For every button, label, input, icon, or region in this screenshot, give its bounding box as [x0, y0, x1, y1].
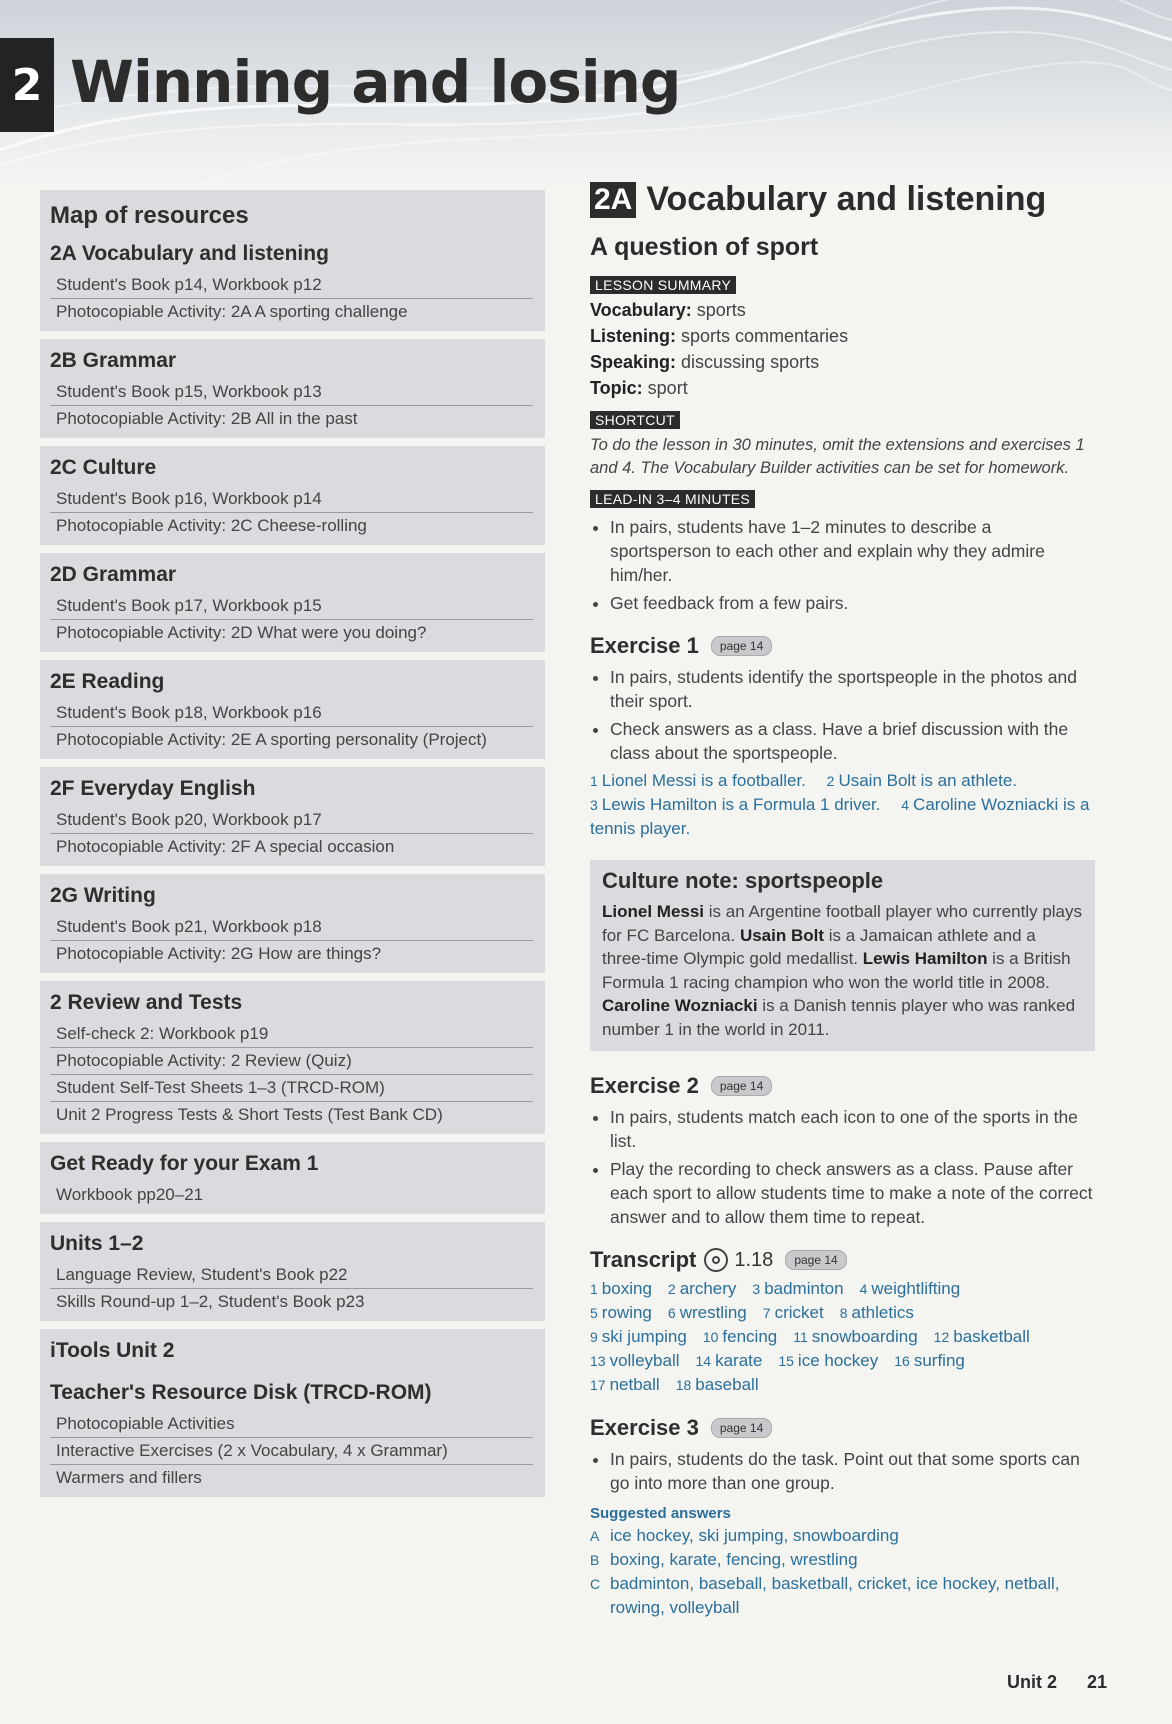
culture-note	[590, 860, 1095, 1051]
resource-line: Photocopiable Activity: 2D What were you doing?	[56, 623, 427, 642]
summary-label: Listening:	[590, 326, 676, 346]
culture-note-text	[602, 900, 1083, 1041]
transcript-number: 12	[933, 1329, 950, 1345]
transcript-row	[590, 1325, 1095, 1349]
transcript-sport: surfing	[913, 1351, 965, 1370]
summary-value: discussing sports	[681, 352, 820, 372]
resource-line: Photocopiable Activities	[50, 1411, 533, 1438]
resource-line: Workbook pp20–21	[56, 1185, 204, 1204]
exercise-1-list	[590, 665, 1095, 765]
resource-line: Skills Round-up 1–2, Student's Book p23	[56, 1292, 365, 1311]
list-item: • In pairs, students match each icon to one of the sports in the list.	[610, 1105, 1095, 1153]
page-badge: page 14	[711, 1418, 772, 1438]
transcript-sport: rowing	[601, 1303, 652, 1322]
answer-text: Caroline Wozniacki is a tennis player.	[590, 795, 1090, 838]
resource-line: Photocopiable Activity: 2A A sporting challenge	[56, 302, 408, 321]
section-title: 2F Everyday English	[50, 777, 256, 800]
exercise-title: Exercise 2	[590, 1073, 699, 1098]
transcript-number: 11	[793, 1329, 808, 1345]
transcript-sport: weightlifting	[871, 1279, 961, 1298]
transcript-number: 7	[762, 1305, 771, 1321]
lesson-summary	[590, 300, 1095, 399]
resource-line: Student's Book p16, Workbook p14	[50, 486, 533, 513]
resource-line: Language Review, Student's Book p22	[50, 1262, 533, 1289]
transcript-sport: athletics	[851, 1303, 914, 1322]
suggested-answer	[590, 1548, 1095, 1572]
answer-number: 2	[826, 773, 835, 789]
map-box-2c	[40, 446, 545, 545]
suggested-answer	[590, 1572, 1095, 1619]
transcript-sport: fencing	[722, 1327, 778, 1346]
map-box-2b	[40, 339, 545, 438]
answer-number: 4	[901, 797, 910, 813]
transcript-heading	[590, 1247, 1095, 1273]
section-title: 2E Reading	[50, 670, 165, 693]
transcript-number: 15	[778, 1353, 794, 1369]
shortcut-tag: SHORTCUT	[590, 411, 680, 429]
summary-value: sports	[696, 300, 746, 320]
name-bold: Usain Bolt	[739, 925, 825, 945]
summary-value: sport	[647, 378, 688, 398]
transcript-number: 6	[667, 1305, 676, 1321]
resource-line: Interactive Exercises (2 x Vocabulary, 4 x Grammar)	[50, 1438, 533, 1465]
resource-line: Student's Book p15, Workbook p13	[50, 379, 533, 406]
lesson-title: Vocabulary and listening	[646, 180, 1047, 218]
section-title: 2C Culture	[50, 456, 157, 479]
map-of-resources	[40, 190, 545, 1505]
list-item: • Get feedback from a few pairs.	[610, 591, 1095, 615]
transcript-number: 1	[590, 1281, 598, 1297]
page-footer	[1007, 1672, 1107, 1693]
transcript-number: 10	[702, 1329, 719, 1345]
note-sentence: is a Danish tennis player who was ranked number 1 in the world in 2011.	[602, 996, 1076, 1039]
transcript-number: 8	[839, 1305, 848, 1321]
transcript-title: Transcript	[590, 1247, 697, 1272]
summary-row	[590, 352, 1095, 373]
note-sentence: is a Jamaican athlete and a three-time Olympic gold medallist.	[602, 925, 1036, 968]
answer-text: Lewis Hamilton is a Formula 1 driver.	[601, 795, 881, 814]
exercise-1-heading	[590, 633, 1095, 659]
transcript-number: 18	[675, 1377, 692, 1393]
name-bold: Caroline Wozniacki	[602, 996, 758, 1015]
transcript-sport: basketball	[953, 1327, 1030, 1346]
answer-letter: B	[590, 1552, 600, 1568]
suggested-answer	[590, 1524, 1095, 1548]
list-item: • Play the recording to check answers as a class. Pause after each sport to allow students time to make a note of the correct answer and to allow them time to repeat.	[610, 1157, 1095, 1229]
transcript-number: 13	[590, 1353, 606, 1369]
resource-line: Photocopiable Activity: 2G How are things?	[56, 944, 382, 963]
resource-line: Photocopiable Activity: 2 Review (Quiz)	[50, 1048, 533, 1075]
map-box-itools	[40, 1329, 545, 1497]
list-item: • In pairs, students have 1–2 minutes to describe a sportsperson to each other and explain why they admire him/her.	[610, 515, 1095, 587]
section-title: Units 1–2	[50, 1232, 144, 1255]
summary-row	[590, 300, 1095, 321]
transcript-row	[590, 1277, 1095, 1301]
page-number: 21	[1086, 1672, 1107, 1692]
list-item: • Check answers as a class. Have a brief discussion with the class about the sportspeople.	[610, 717, 1095, 765]
exercise-title: Exercise 1	[590, 633, 699, 658]
footer-unit: Unit 2	[1006, 1672, 1057, 1692]
transcript-sport: boxing	[601, 1279, 652, 1298]
answer-number: 1	[590, 773, 598, 789]
transcript-sport: baseball	[695, 1375, 759, 1394]
answer-number: 3	[590, 797, 598, 813]
suggested-answers-label: Suggested answers	[590, 1505, 731, 1522]
summary-label: Topic:	[590, 378, 643, 398]
list-item: • In pairs, students do the task. Point out that some sports can go into more than one group.	[610, 1447, 1095, 1495]
audio-cd-icon	[704, 1248, 728, 1272]
culture-note-title: Culture note: sportspeople	[602, 868, 884, 893]
answer-text: Lionel Messi is a footballer.	[601, 771, 806, 790]
transcript-sport: badminton	[764, 1279, 844, 1298]
section-title: 2B Grammar	[50, 349, 177, 372]
map-heading: Map of resources	[50, 202, 249, 229]
resource-line: Photocopiable Activity: 2E A sporting personality (Project)	[56, 730, 487, 749]
page-badge: page 14	[785, 1250, 846, 1270]
answer-letter: C	[590, 1576, 601, 1592]
resource-line: Student's Book p21, Workbook p18	[50, 914, 533, 941]
unit-number-tab: 2	[0, 38, 54, 132]
exercise-1-answers	[590, 769, 1095, 840]
section-title: 2G Writing	[50, 884, 156, 907]
transcript-sport: netball	[609, 1375, 660, 1394]
section-title: Get Ready for your Exam 1	[50, 1152, 319, 1175]
transcript-row	[590, 1349, 1095, 1373]
exercise-title: Exercise 3	[590, 1415, 699, 1440]
exercise-2-heading	[590, 1073, 1095, 1099]
exercise-2-list	[590, 1105, 1095, 1229]
resource-line: Student Self-Test Sheets 1–3 (TRCD-ROM)	[50, 1075, 533, 1102]
summary-label: Speaking:	[590, 352, 677, 372]
page-badge: page 14	[711, 1076, 772, 1096]
note-sentence: is an Argentine football player who currently plays for FC Barcelona.	[602, 902, 1083, 945]
name-bold: Lionel Messi	[602, 902, 705, 921]
map-box-units	[40, 1222, 545, 1321]
transcript-sport: cricket	[774, 1303, 824, 1322]
resource-line: Student's Book p14, Workbook p12	[50, 272, 533, 299]
map-box-2f	[40, 767, 545, 866]
section-title: Teacher's Resource Disk (TRCD-ROM)	[50, 1381, 432, 1404]
track-number: 1.18	[734, 1248, 774, 1271]
transcript-sport: volleyball	[609, 1351, 680, 1370]
map-box-2a	[40, 190, 545, 331]
resource-line: Warmers and fillers	[56, 1468, 202, 1487]
transcript-sport: archery	[679, 1279, 737, 1298]
transcript-sport: ski jumping	[601, 1327, 687, 1346]
resource-line: Photocopiable Activity: 2C Cheese-rolling	[56, 516, 367, 535]
exercise-3-heading	[590, 1415, 1095, 1441]
transcript-sport: ice hockey	[797, 1351, 879, 1370]
exercise-3-list	[590, 1447, 1095, 1495]
map-box-2g	[40, 874, 545, 973]
section-title: iTools Unit 2	[50, 1339, 175, 1362]
name-bold: Lewis Hamilton	[862, 949, 988, 968]
map-box-2e	[40, 660, 545, 759]
chapter-title: Winning and losing	[70, 48, 681, 116]
transcript-number: 4	[859, 1281, 868, 1297]
map-box-review	[40, 981, 545, 1134]
transcript-list	[590, 1277, 1095, 1397]
transcript-sport: karate	[715, 1351, 763, 1370]
resource-line: Student's Book p20, Workbook p17	[50, 807, 533, 834]
leadin-tag: LEAD-IN 3–4 MINUTES	[590, 490, 755, 508]
transcript-number: 5	[590, 1305, 598, 1321]
transcript-number: 9	[590, 1329, 598, 1345]
transcript-number: 17	[590, 1377, 606, 1393]
lesson-header	[590, 180, 1095, 219]
lesson-subtitle: A question of sport	[590, 233, 819, 261]
resource-line: Photocopiable Activity: 2F A special occasion	[56, 837, 395, 856]
transcript-sport: snowboarding	[811, 1327, 918, 1346]
transcript-row	[590, 1373, 1095, 1397]
transcript-sport: wrestling	[679, 1303, 747, 1322]
transcript-number: 16	[894, 1353, 910, 1369]
resource-line: Self-check 2: Workbook p19	[50, 1021, 533, 1048]
answer-text: boxing, karate, fencing, wrestling	[610, 1550, 858, 1569]
summary-row	[590, 326, 1095, 347]
note-sentence: is a British Formula 1 racing champion who won the world title in 2008.	[602, 949, 1071, 992]
summary-label: Vocabulary:	[590, 300, 692, 320]
map-box-2d	[40, 553, 545, 652]
resource-line: Student's Book p18, Workbook p16	[50, 700, 533, 727]
section-title: 2D Grammar	[50, 563, 177, 586]
summary-value: sports commentaries	[681, 326, 849, 346]
resource-line: Unit 2 Progress Tests & Short Tests (Test Bank CD)	[56, 1105, 443, 1124]
section-title: 2 Review and Tests	[50, 991, 243, 1014]
transcript-number: 2	[667, 1281, 676, 1297]
resource-line: Student's Book p17, Workbook p15	[50, 593, 533, 620]
section-title: 2A Vocabulary and listening	[50, 242, 329, 265]
lesson-column	[590, 180, 1095, 1619]
lesson-summary-tag: LESSON SUMMARY	[590, 276, 736, 294]
shortcut-text: To do the lesson in 30 minutes, omit the extensions and exercises 1 and 4. The Vocabulary Builder activities can be set for homework.	[590, 436, 1085, 477]
map-box-exam	[40, 1142, 545, 1214]
resource-line: Photocopiable Activity: 2B All in the past	[56, 409, 358, 428]
leadin-list	[590, 515, 1095, 615]
transcript-number: 14	[695, 1353, 712, 1369]
answer-text: ice hockey, ski jumping, snowboarding	[610, 1526, 899, 1545]
page-badge: page 14	[711, 636, 772, 656]
answer-letter: A	[590, 1528, 600, 1544]
transcript-row	[590, 1301, 1095, 1325]
transcript-number: 3	[752, 1281, 761, 1297]
answer-text: badminton, baseball, basketball, cricket, ice hockey, netball, rowing, volleyball	[610, 1574, 1060, 1617]
lesson-code: 2A	[590, 182, 636, 218]
summary-row	[590, 378, 1095, 399]
answer-text: Usain Bolt is an athlete.	[838, 771, 1018, 790]
list-item: • In pairs, students identify the sportspeople in the photos and their sport.	[610, 665, 1095, 713]
